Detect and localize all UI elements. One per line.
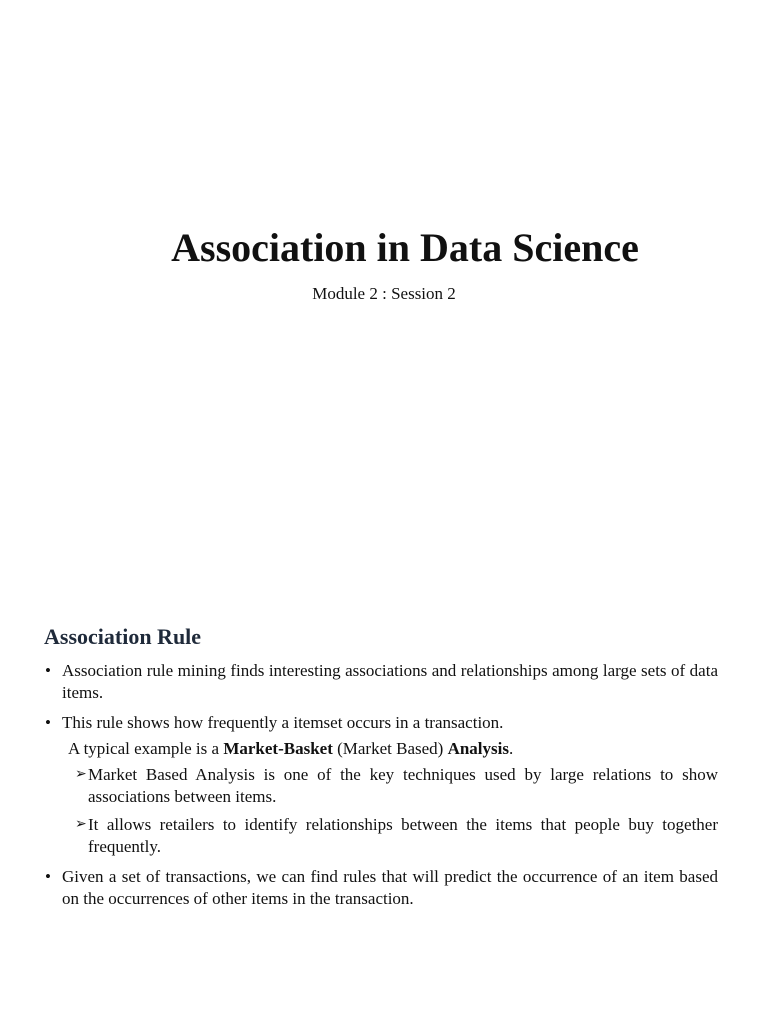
sub-bullet-text: It allows retailers to identify relationships between the items that people buy together frequently. [88, 815, 718, 856]
arrow-bullet-icon: ➢ [75, 767, 87, 782]
bullet-icon: • [45, 867, 51, 886]
bullet-text: Given a set of transactions, we can find rules that will predict the occurrence of an item based on the occurrences of other items in the transaction. [62, 867, 718, 908]
bullet-icon: • [45, 713, 51, 732]
sub-bullet-item [44, 814, 718, 858]
arrow-bullet-icon: ➢ [75, 817, 87, 832]
sub-bullet-text: Market Based Analysis is one of the key techniques used by large relations to show associations between items. [88, 765, 718, 806]
deck-subtitle-text: Module 2 : Session 2 [312, 284, 456, 303]
content-body [44, 660, 718, 918]
section-heading: Association Rule [44, 624, 202, 649]
content-slide [0, 560, 768, 1024]
bullet-text: Association rule mining finds interesting associations and relationships among large sets of data items. [62, 661, 718, 702]
bullet-icon: • [45, 661, 51, 680]
bullet-text: This rule shows how frequently a itemset occurs in a transaction. [62, 713, 504, 732]
example-middle: (Market Based) [332, 739, 448, 758]
deck-title: Association in Data Science [171, 225, 639, 270]
example-suffix: . [509, 739, 514, 758]
bullet-item [44, 660, 718, 704]
sub-bullet-item [44, 764, 718, 808]
bullet-item [44, 712, 718, 734]
bullet-item [44, 866, 718, 910]
example-prefix: A typical example is a [68, 739, 224, 758]
example-line [44, 738, 718, 760]
deck-subtitle [0, 283, 768, 305]
example-bold-term: Market-Basket [223, 739, 333, 758]
example-bold-term: Analysis [447, 739, 509, 758]
